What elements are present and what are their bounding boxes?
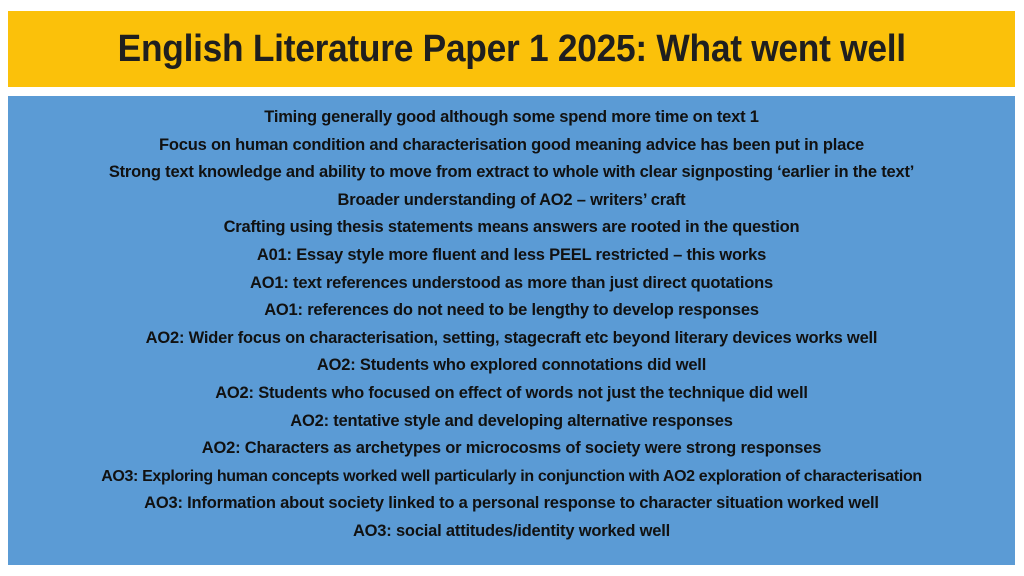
feedback-line: AO2: Characters as archetypes or microcosms of society were strong responses — [201, 439, 822, 458]
feedback-line: Broader understanding of AO2 – writers’ craft — [337, 190, 686, 209]
feedback-line: AO2: Wider focus on characterisation, setting, stagecraft etc beyond literary devices works well — [145, 328, 878, 347]
feedback-line: AO2: Students who focused on effect of words not just the technique did well — [215, 383, 808, 402]
feedback-line: Timing generally good although some spend more time on text 1 — [264, 108, 759, 126]
feedback-list — [8, 104, 1015, 546]
feedback-line: A01: Essay style more fluent and less PEEL restricted – this works — [256, 245, 767, 264]
slide-title: English Literature Paper 1 2025: What went well — [117, 27, 906, 70]
feedback-line: AO3: social attitudes/identity worked well — [352, 521, 671, 540]
content-panel — [8, 96, 1015, 565]
feedback-line: AO1: references do not need to be lengthy to develop responses — [264, 301, 759, 320]
feedback-line: Strong text knowledge and ability to move from extract to whole with clear signposting ‘earlier in the text’ — [108, 163, 915, 182]
feedback-line: AO1: text references understood as more than just direct quotations — [250, 273, 773, 292]
feedback-line: AO2: tentative style and developing alternative responses — [290, 411, 733, 430]
feedback-line: AO2: Students who explored connotations did well — [316, 356, 707, 375]
title-banner — [8, 11, 1015, 87]
feedback-line: Crafting using thesis statements means answers are rooted in the question — [223, 218, 800, 237]
feedback-line: AO3: Exploring human concepts worked well particularly in conjunction with AO2 exploration of characterisation — [101, 467, 922, 485]
feedback-line: Focus on human condition and characterisation good meaning advice has been put in place — [158, 135, 865, 154]
feedback-line: AO3: Information about society linked to a personal response to character situation worked well — [144, 494, 879, 513]
